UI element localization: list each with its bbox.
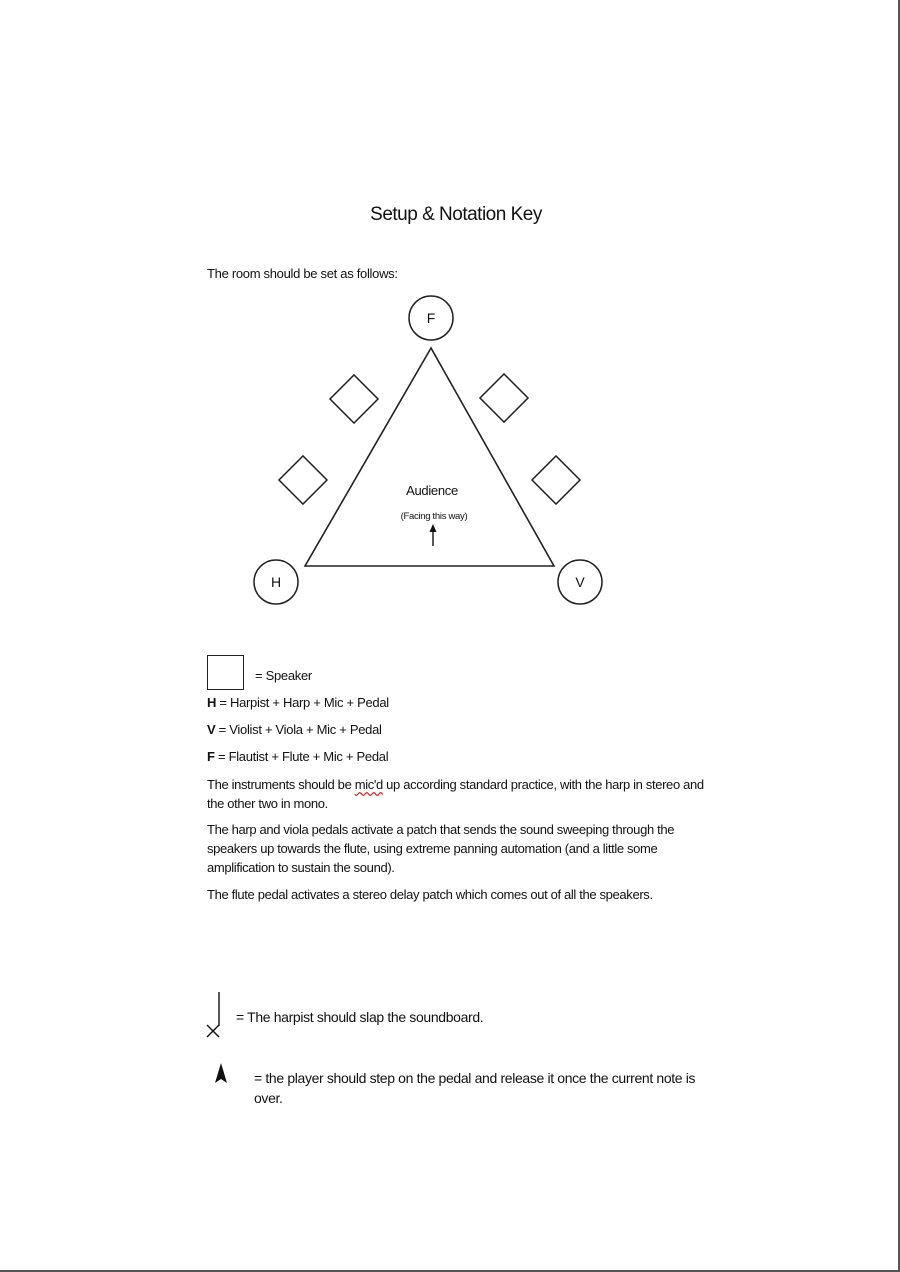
slap-notation-icon: [200, 988, 230, 1040]
legend-item-viola: V = Violist + Viola + Mic + Pedal: [207, 722, 382, 737]
speaker-icon: [480, 374, 528, 422]
flute-player-marker: [409, 296, 453, 340]
legend-item-flute: F = Flautist + Flute + Mic + Pedal: [207, 749, 389, 764]
speaker-legend-text: = Speaker: [255, 668, 312, 683]
harp-player-marker: [254, 560, 298, 604]
arrow-up-icon: [430, 524, 437, 546]
slap-notation-text: = The harpist should slap the soundboard.: [236, 1009, 484, 1025]
speaker-icon: [532, 456, 580, 504]
harp-label: H: [270, 574, 282, 590]
misspelled-word: mic'd: [354, 777, 383, 792]
flute-label: F: [426, 310, 436, 326]
audience-triangle: [305, 348, 554, 566]
speaker-icon: [330, 375, 378, 423]
flute-delay-paragraph: The flute pedal activates a stereo delay patch which comes out of all the speakers.: [207, 887, 653, 902]
pedal-patch-paragraph: The harp and viola pedals activate a patch that sends the sound sweeping through the speakers up towards the flute, using extreme panning automation (and a little some amplification to sustain the sound).: [207, 822, 675, 875]
facing-label: (Facing this way): [400, 511, 468, 522]
legend-item-harp: H = Harpist + Harp + Mic + Pedal: [207, 695, 389, 710]
audience-label: Audience: [406, 483, 458, 498]
pedal-notation-icon: [212, 1062, 232, 1086]
speaker-icon: [279, 456, 327, 504]
speaker-legend-icon: [207, 655, 244, 690]
intro-text: The room should be set as follows:: [207, 266, 398, 281]
viola-label: V: [575, 574, 585, 590]
viola-player-marker: [558, 560, 602, 604]
page-title: Setup & Notation Key: [370, 204, 542, 225]
mic-paragraph: The instruments should be mic'd up according standard practice, with the harp in stereo and the other two in mono.: [207, 777, 704, 811]
pedal-notation-text: = the player should step on the pedal and release it once the current note is over.: [254, 1070, 696, 1106]
